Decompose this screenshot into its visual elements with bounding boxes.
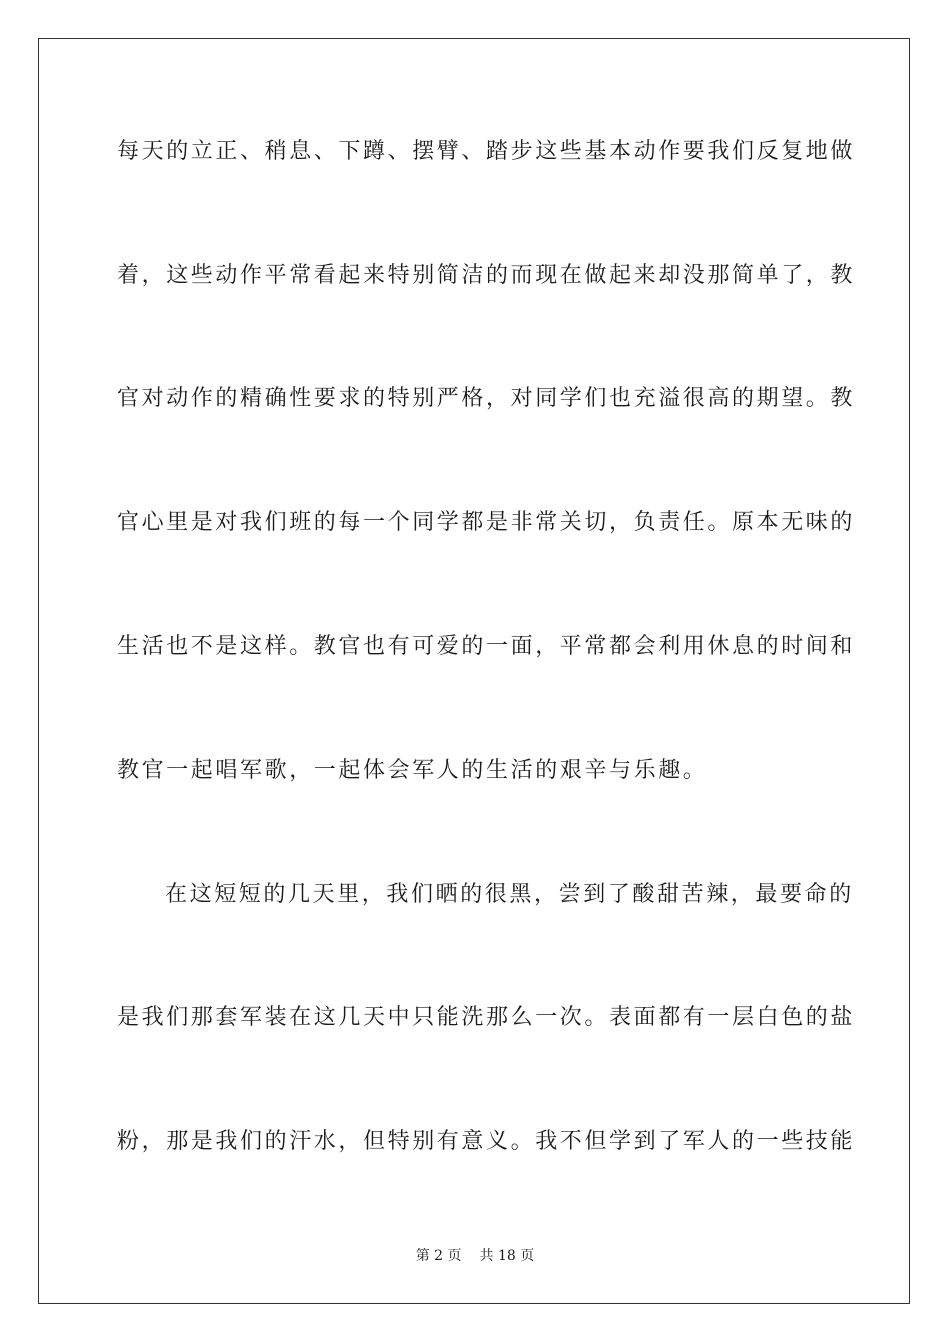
page-border <box>38 38 910 1304</box>
text-line-1: 每天的立正、稍息、下蹲、摆臂、踏步这些基本动作要我们反复地做 <box>117 139 856 164</box>
page-total: 共 18 页 <box>479 1248 535 1264</box>
text-line-7: 在这短短的几天里，我们晒的很黑，尝到了酸甜苦辣，最要命的 <box>165 882 854 907</box>
page-footer <box>0 1246 950 1266</box>
page-number: 第 2 页 <box>415 1248 462 1264</box>
text-line-4: 官心里是对我们班的每一个同学都是非常关切，负责任。原本无味的 <box>117 510 856 535</box>
text-line-2: 着，这些动作平常看起来特别简洁的而现在做起来却没那简单了，教 <box>117 263 856 288</box>
text-line-3: 官对动作的精确性要求的特别严格，对同学们也充溢很高的期望。教 <box>117 386 856 411</box>
text-line-6: 教官一起唱军歌，一起体会军人的生活的艰辛与乐趣。 <box>117 758 708 783</box>
text-line-8: 是我们那套军装在这几天中只能洗那么一次。表面都有一层白色的盐 <box>117 1005 856 1030</box>
text-line-9: 粉，那是我们的汗水，但特别有意义。我不但学到了军人的一些技能 <box>117 1129 856 1154</box>
text-line-5: 生活也不是这样。教官也有可爱的一面，平常都会利用休息的时间和 <box>117 634 856 659</box>
